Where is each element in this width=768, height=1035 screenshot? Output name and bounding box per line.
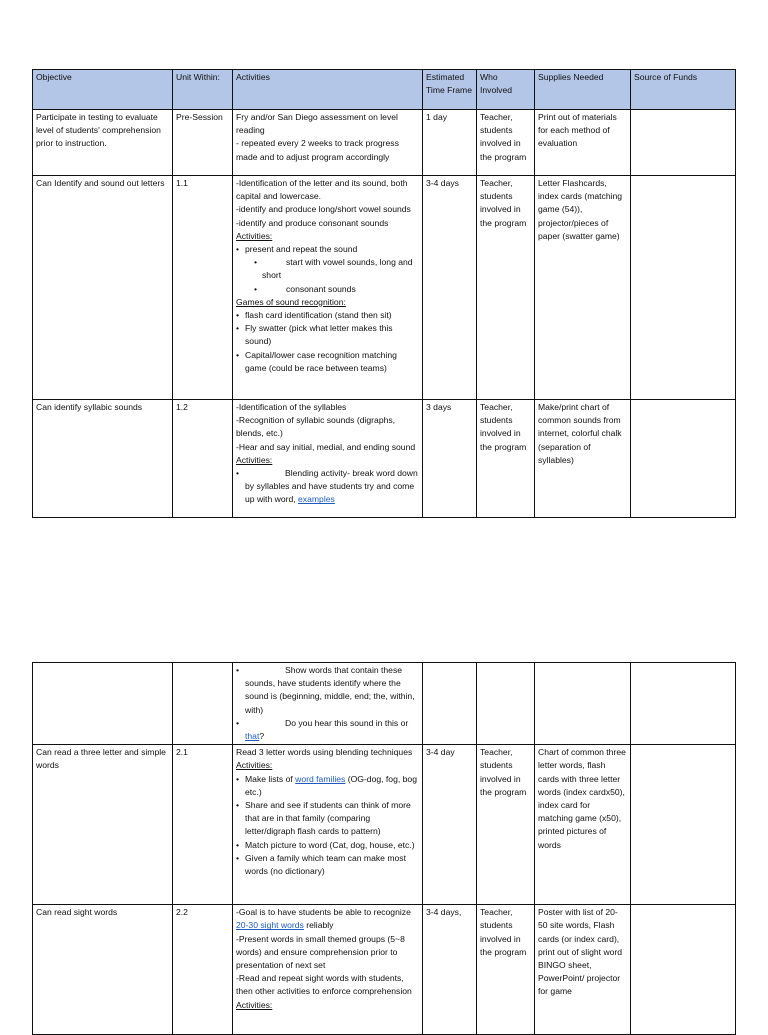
cell-objective: Can read sight words: [33, 905, 173, 1035]
activity-line: -Present words in small themed groups (5~8 words) and ensure comprehension prior to presentation of next set: [236, 933, 405, 971]
cell-funds: [631, 745, 736, 905]
activity-line: -Goal is to have students be able to recognize 20-30 sight words reliably: [236, 907, 411, 931]
bullet-item: • Match picture to word (Cat, dog, house, etc.): [236, 839, 419, 852]
header-objective: Objective: [33, 70, 173, 110]
cell-funds: [631, 176, 736, 400]
cell-objective: [33, 663, 173, 745]
cell-objective: Participate in testing to evaluate level of students' comprehension prior to instruction.: [33, 110, 173, 176]
activity-line: -Recognition of syllabic sounds (digraphs, blends, etc.): [236, 415, 396, 439]
activity-line: Fry and/or San Diego assessment on level reading: [236, 112, 398, 136]
activities-heading: Activities:: [236, 230, 273, 241]
bullet-item: • Share and see if students can think of more that are in that family (comparing letter/digraph flash cards to pattern): [236, 799, 419, 839]
cell-time: 1 day: [423, 110, 477, 176]
cell-objective: Can Identify and sound out letters: [33, 176, 173, 400]
header-supplies: Supplies Needed: [535, 70, 631, 110]
header-who: Who Involved: [477, 70, 535, 110]
activity-line: -Hear and say initial, medial, and ending sound: [236, 441, 416, 452]
activity-line: Read 3 letter words using blending techniques: [236, 747, 413, 758]
table-row: [33, 110, 736, 176]
cell-funds: [631, 400, 736, 518]
bullet-item: • Do you hear this sound in this or that?: [236, 717, 419, 743]
word-families-link[interactable]: word families: [295, 773, 346, 784]
activity-line: - repeated every 2 weeks to track progress made and to adjust program accordingly: [236, 138, 399, 162]
cell-unit: Pre-Session: [173, 110, 233, 176]
cell-activities: [233, 400, 423, 518]
examples-link[interactable]: examples: [298, 494, 335, 505]
bullet-item: • flash card identification (stand then sit): [236, 309, 419, 322]
bullet-item: • Blending activity- break word down by syllables and have students try and come up with word, examples: [236, 467, 419, 507]
activity-line: -Identification of the letter and its sound, both capital and lowercase.: [236, 178, 408, 202]
cell-unit: 1.2: [173, 400, 233, 518]
activities-heading: Activities:: [236, 760, 273, 771]
cell-unit: 1.1: [173, 176, 233, 400]
cell-activities: [233, 745, 423, 905]
cell-supplies: Chart of common three letter words, flash cards with three letter words (index cardx50), index card for matching game (x50), printed pictures of words: [535, 745, 631, 905]
sub-bullet-item: • start with vowel sounds, long and short: [236, 256, 419, 282]
cell-time: 3 days: [423, 400, 477, 518]
cell-who: [477, 663, 535, 745]
bullet-item: • Given a family which team can make most words (no dictionary): [236, 852, 419, 878]
cell-funds: [631, 110, 736, 176]
cell-activities: [233, 176, 423, 400]
document-page-2: [32, 662, 735, 1035]
bullet-item: • Capital/lower case recognition matching game (could be race between teams): [236, 349, 419, 375]
cell-activities: [233, 110, 423, 176]
bullet-item: • Fly swatter (pick what letter makes this sound): [236, 322, 419, 348]
cell-who: Teacher, students involved in the program: [477, 176, 535, 400]
sub-bullet-item: • consonant sounds: [236, 283, 419, 296]
bullet-item: • Make lists of word families (OG-dog, fog, bog etc.): [236, 773, 419, 799]
header-time: Estimated Time Frame: [423, 70, 477, 110]
cell-time: 3-4 day: [423, 745, 477, 905]
lesson-plan-table-continued: [32, 662, 736, 1035]
bullet-item: • Show words that contain these sounds, have students identify where the sound is (beginning, middle, end; the, within, with): [236, 664, 419, 717]
cell-who: Teacher, students involved in the program: [477, 905, 535, 1035]
table-row: [33, 905, 736, 1035]
cell-unit: [173, 663, 233, 745]
cell-funds: [631, 905, 736, 1035]
cell-activities: [233, 905, 423, 1035]
sight-words-link[interactable]: 20-30 sight words: [236, 920, 304, 931]
cell-supplies: Poster with list of 20-50 site words, Flash cards (or index card), print out of slight word BINGO sheet, PowerPoint/ projector for game: [535, 905, 631, 1035]
activities-heading: Activities:: [236, 999, 273, 1010]
cell-supplies: [535, 663, 631, 745]
table-row: [33, 176, 736, 400]
cell-who: Teacher, students involved in the program: [477, 745, 535, 905]
cell-who: Teacher, students involved in the program: [477, 110, 535, 176]
that-link[interactable]: that: [245, 731, 260, 742]
cell-unit: 2.2: [173, 905, 233, 1035]
cell-who: Teacher, students involved in the program: [477, 400, 535, 518]
activity-line: -identify and produce long/short vowel sounds: [236, 204, 411, 215]
cell-time: 3-4 days,: [423, 905, 477, 1035]
bullet-item: • present and repeat the sound: [236, 243, 419, 256]
games-heading: Games of sound recognition:: [236, 296, 346, 307]
cell-supplies: Make/print chart of common sounds from internet, colorful chalk (separation of syllables): [535, 400, 631, 518]
cell-objective: Can identify syllabic sounds: [33, 400, 173, 518]
cell-supplies: Letter Flashcards, index cards (matching game (54)), projector/pieces of paper (swatter game): [535, 176, 631, 400]
cell-time: [423, 663, 477, 745]
cell-supplies: Print out of materials for each method of evaluation: [535, 110, 631, 176]
cell-time: 3-4 days: [423, 176, 477, 400]
activity-line: -Read and repeat sight words with students, then other activities to enforce comprehension: [236, 973, 412, 997]
document-page-1: [32, 69, 735, 518]
table-row: [33, 400, 736, 518]
cell-unit: 2.1: [173, 745, 233, 905]
header-row: [33, 70, 736, 110]
activities-heading: Activities:: [236, 454, 273, 465]
cell-funds: [631, 663, 736, 745]
table-row: [33, 745, 736, 905]
activity-line: -Identification of the syllables: [236, 402, 347, 412]
lesson-plan-table: [32, 69, 736, 518]
cell-activities: [233, 663, 423, 745]
cell-objective: Can read a three letter and simple words: [33, 745, 173, 905]
header-activities: Activities: [233, 70, 423, 110]
header-unit: Unit Within:: [173, 70, 233, 110]
table-row: [33, 663, 736, 745]
activity-line: -identify and produce consonant sounds: [236, 217, 389, 228]
header-funds: Source of Funds: [631, 70, 736, 110]
